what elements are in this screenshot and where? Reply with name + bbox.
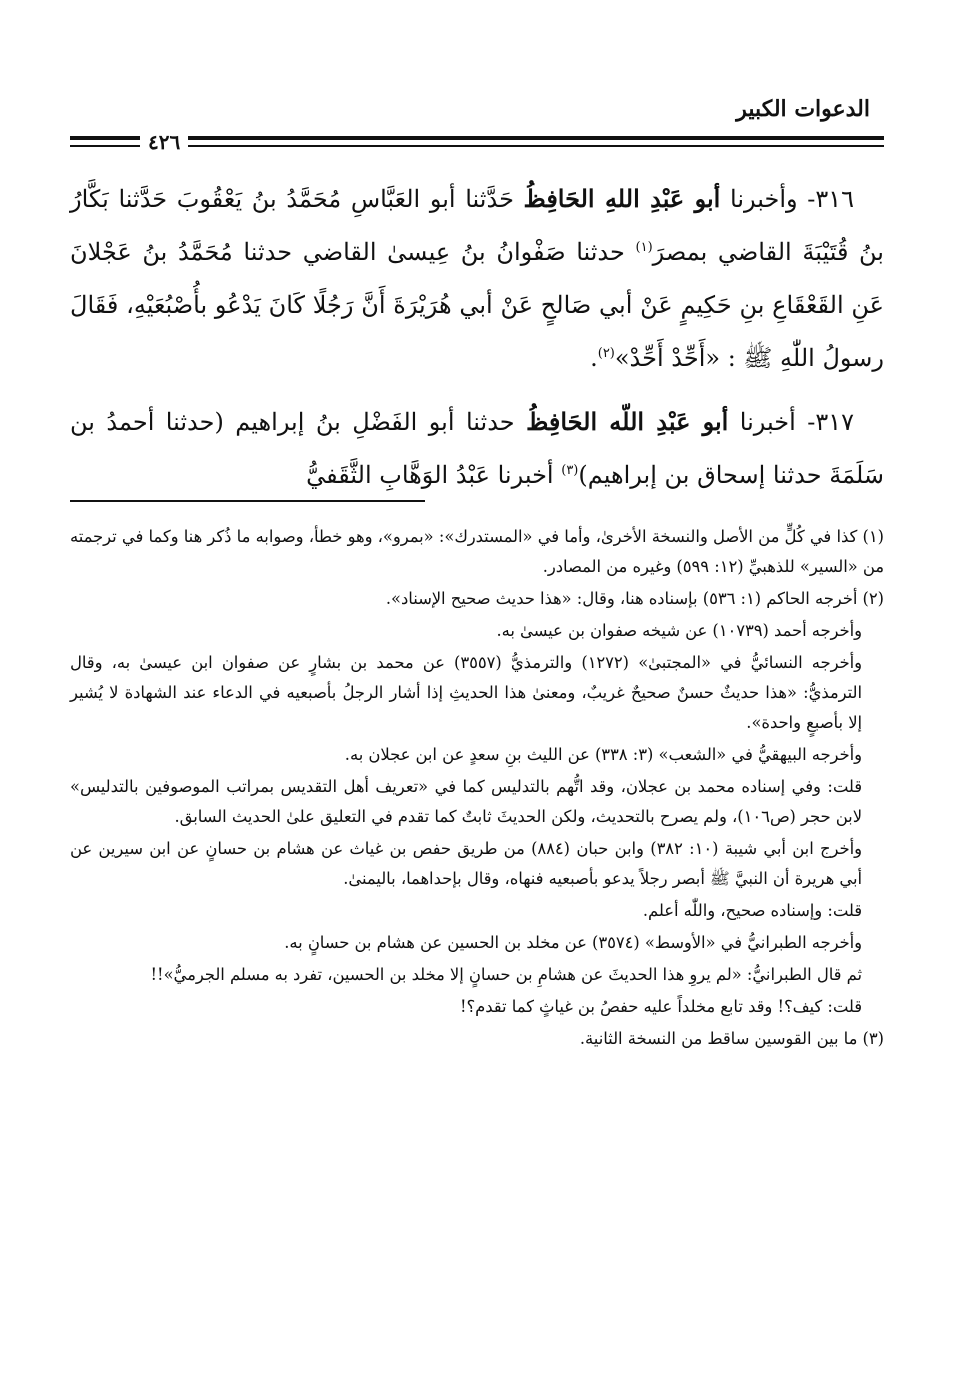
page-number: ٤٢٦: [140, 130, 188, 154]
running-header-title: الدعوات الكبير: [736, 96, 870, 122]
header-rule-thin: [70, 145, 884, 147]
footnote-ref: (٢): [597, 346, 615, 361]
text-run: .: [590, 344, 598, 372]
footnote-1: (١) كذا في كُلٍّ من الأصل والنسخة الأخرىٰ، وأما في «المستدرك»: «بمرو»، وهو خطأ، وصوابه ما ذُكر هنا وكما في ترجمته من «السير» للذهبيِّ (١٢: ٥٩٩) وغيره من المصادر.: [70, 527, 884, 576]
text-run: أخبرنا عَبْدُ الوَهَّابِ الثَّقَفيُّ: [306, 461, 554, 489]
text-run: حدثنا صَفْوانُ بنُ عِيسىٰ القاضي حدثنا مُحَمَّدُ بنُ عَجْلانَ عَنِ القَعْقَاعِ بنِ حَكِيمٍ عَنْ أبي صَالحٍ عَنْ أبي هُرَيْرَةَ أَنَّ رَجُلًا كَانَ يَدْعُو بأُصْبُعَيْهِ، فَقَالَ رسولُ اللّٰهِ ﷺ : «أَحِّدْ أَحِّدْ»: [70, 238, 884, 372]
footnotes: [70, 522, 884, 1056]
footnote-2-para: قلت: كيف؟! وقد تابع مخلداً عليه حفصُ بن غياثٍ كما تقدم؟!: [459, 997, 862, 1016]
hadith-317: [70, 395, 884, 502]
header-rule-thick: [70, 136, 884, 140]
footnote-2-para: وأخرجه الطبرانيُّ في «الأوسط» (٣٥٧٤) عن مخلد بن الحسين عن هشام بن حسانٍ به.: [284, 933, 862, 952]
book-page: [70, 0, 884, 1376]
footnote-2-para: وأخرجه النسائيُّ في «المجتبىٰ» (١٢٧٢) والترمذيُّ (٣٥٥٧) عن محمد بن بشارٍ عن صفوان ابن عيسىٰ به، وقال الترمذيُّ: «هذا حديثٌ حسنٌ صحيحٌ غريبٌ، ومعنىٰ هذا الحديثِ إذا أشار الرجلُ بأصبعيه في الدعاء عند الشهادة لا يُشير إلا بأصبعٍ واحدة».: [70, 653, 863, 732]
main-text: [70, 172, 884, 512]
footnote-separator: [70, 500, 425, 502]
narrator-name: أبو عَبْدِ اللهِ الحَافِظُ: [523, 184, 721, 213]
footnote-ref: (٣): [561, 463, 579, 478]
footnote-2-para: قلت: وإسناده صحيح، واللّٰه أعلم.: [642, 901, 862, 920]
footnote-2: (٢) أخرجه الحاكم (١: ٥٣٦) بإسناده هنا، وقال: «هذا حديث صحيح الإسناد».: [385, 589, 884, 608]
footnote-2-para: وأخرج ابن أبي شيبة (١٠: ٣٨٢) وابن حبان (٨٨٤) من طريق حفص بن غياث عن هشام بن حسانٍ عن ابن سيرين عن أبي هريرة أن النبيَّ ﷺ أبصر رجلاً يدعو بأصبعيه فنهاه، وقال بإحداهما، باليمنىٰ.: [70, 839, 862, 888]
footnote-2-para: ثم قال الطبرانيُّ: «لم يروِ هذا الحديثَ عن هشامِ بن حسانٍ إلا مخلد بن الحسين، تفرد به مسلم الجرميُّ»!!: [150, 965, 862, 984]
text-run: أخبرنا: [739, 408, 796, 436]
text-run: حدثنا أبو الفَضْلِ بنُ إبراهيم (حدثنا أحمدُ بن سَلَمَةَ حدثنا إسحاق بن إبراهيم): [70, 408, 884, 489]
hadith-number: ٣١٧-: [807, 408, 855, 436]
text-run: وأخبرنا: [730, 185, 798, 213]
footnote-2-para: وأخرجه البيهقيُّ في «الشعب» (٣: ٣٣٨) عن الليث بنِ سعدٍ عن ابن عجلان به.: [344, 745, 862, 764]
footnote-3: (٣) ما بين القوسين ساقط من النسخة الثانية.: [579, 1029, 884, 1048]
footnote-ref: (١): [635, 240, 653, 255]
hadith-316: [70, 172, 884, 385]
footnote-2-para: وأخرجه أحمد (١٠٧٣٩) عن شيخه صفوان بن عيسىٰ به.: [496, 621, 862, 640]
narrator-name: أبو عَبْدِ اللّه الحَافِظُ: [526, 407, 729, 436]
hadith-number: ٣١٦-: [807, 185, 854, 213]
text-run: حَدَّثنا أبو العَبَّاسِ مُحَمَّدُ بنُ يَعْقُوبَ حَدَّثنا بَكَّارُ بنُ قُتَيْبَةَ القاضي بمصرَ: [70, 185, 884, 266]
footnote-2-para: قلت: وفي إسناده محمد بن عجلان، وقد اتُّهم بالتدليس كما في «تعريف أهل التقديس بمراتب الموصوفين بالتدليس» لابن حجر (ص١٠٦)، ولم يصرح بالتحديث، ولكن الحديثَ ثابتٌ كما تقدم في التعليق علىٰ الحديث السابق.: [70, 777, 862, 826]
